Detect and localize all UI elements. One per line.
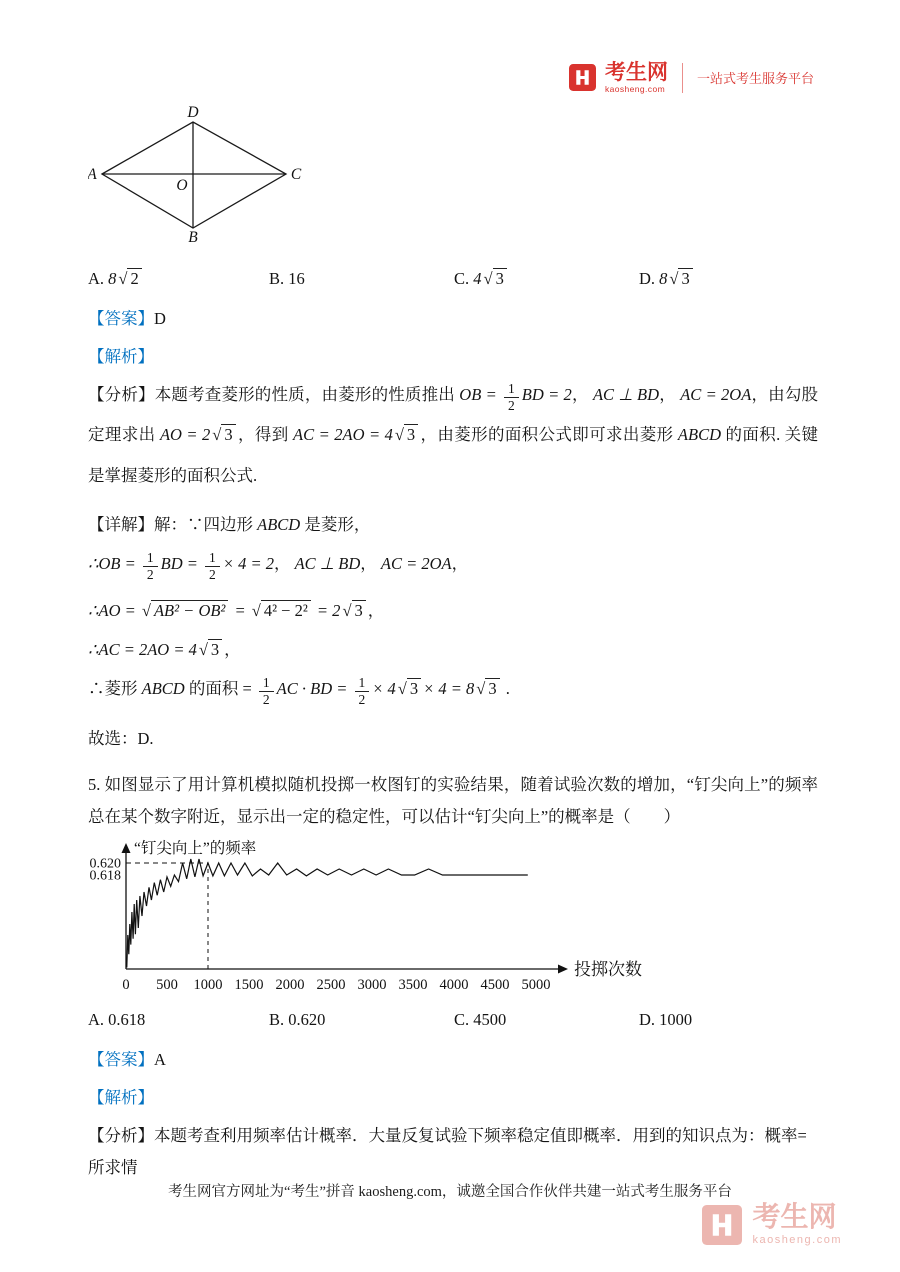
option-c: C. 4 √ 3 [454, 269, 639, 289]
x-tick-label: 3000 [357, 977, 387, 994]
x-tick-label: 1500 [234, 977, 264, 994]
frequency-chart [88, 837, 818, 1004]
rhombus-outline [102, 122, 286, 228]
option-d: D. 1000 [639, 1010, 693, 1030]
site-logo [569, 62, 814, 94]
option-d: D. 8 √ 3 [639, 269, 818, 289]
x-tick-label: 0 [122, 977, 130, 994]
answer-value: D [154, 309, 166, 328]
vertex-label-D: D [187, 106, 199, 121]
center-label-O: O [176, 177, 188, 194]
option-c: C. 4500 [454, 1010, 507, 1030]
x-tick-label: 1000 [193, 977, 223, 994]
kaosheng-logo-icon [569, 64, 596, 91]
solution-line-1: 【详解】解：∵四边形 ABCD 是菱形， [88, 515, 371, 535]
question-5-options [88, 1010, 818, 1030]
answer-tag: 【答案】 [88, 1050, 154, 1070]
solution-line-3: ∴AO = √ AB² − OB² = √ 4² − 2² = 2 √ 3 ， [88, 601, 385, 621]
x-axis-title: 投掷次数 [574, 960, 642, 980]
x-tick-label: 500 [156, 977, 178, 994]
x-tick-label: 2000 [275, 977, 305, 994]
brand-domain: kaosheng.com [604, 84, 666, 94]
solution-line-2: ∴OB = $\frac{1}{2}$ BD = $\frac{1}{2}$ × 4 = 2， AC ⊥ BD， AC = 2OA， [88, 549, 469, 582]
watermark-brand: 考生网 [752, 1202, 837, 1233]
x-tick-label: 4000 [439, 977, 469, 994]
option-a: A. 8 √ 2 [88, 269, 269, 289]
x-tick-label: 2500 [316, 977, 346, 994]
x-tick-label: 5000 [521, 977, 551, 994]
y-tick-label: 0.620 [89, 856, 121, 872]
question-5-stem: 5. 如图显示了用计算机模拟随机投掷一枚图钉的实验结果，随着试验次数的增加，“钉尖向上”的频率总在某个数字附近，显示出一定的稳定性，可以估计“钉尖向上”的概率是（ ） [88, 775, 818, 827]
frequency-curve [127, 859, 528, 968]
x-axis-arrow-icon [558, 965, 568, 974]
brand-tagline: 一站式考生服务平台 [696, 71, 814, 87]
y-axis-arrow-icon [122, 843, 131, 853]
watermark-logo-icon [702, 1205, 742, 1245]
question-4-jiexi-tag: 【解析】 [88, 347, 154, 366]
chart-title: “钉尖向上”的频率 [134, 840, 257, 858]
vertex-label-B: B [188, 229, 198, 244]
question-4-answer [88, 305, 818, 329]
vertex-label-A: A [88, 166, 97, 183]
option-b: B. 16 [269, 269, 305, 288]
answer-tag: 【答案】 [88, 309, 154, 328]
question-4-options [88, 269, 818, 289]
answer-value: A [154, 1050, 166, 1070]
document-content [88, 106, 818, 1183]
page-footer: 考生网官方网址为“考生”拼音 kaosheng.com，诚邀全国合作伙伴共建一站式考生服务平台 [168, 1184, 732, 1200]
x-tick-label: 4500 [480, 977, 510, 994]
question-5-answer [88, 1046, 818, 1070]
brand-name: 考生网 [604, 60, 668, 84]
x-tick-label: 3500 [398, 977, 428, 994]
vertex-label-C: C [290, 166, 302, 183]
frequency-chart-svg [88, 837, 688, 999]
solution-conclusion: 故选：D. [88, 729, 154, 749]
option-a: A. 0.618 [88, 1010, 146, 1030]
option-b: B. 0.620 [269, 1010, 326, 1030]
rhombus-figure [88, 106, 818, 249]
watermark-domain: kaosheng.com [752, 1234, 842, 1246]
logo-divider [682, 63, 683, 93]
y-tick-label: 0.618 [89, 868, 121, 884]
solution-line-5: ∴菱形 ABCD 的面积 = $\frac{1}{2}$ AC · BD = $\frac{1}{2}$ × 4 √ 3 × 4 = 8 √ 3 . [88, 674, 510, 707]
watermark-logo [702, 1204, 842, 1246]
question-5-jiexi-tag: 【解析】 [88, 1088, 154, 1108]
question-4-analysis: 【分析】本题考查菱形的性质，由菱形的性质推出 OB = $\frac{1}{2}$ BD = 2， AC ⊥ BD， AC = 2OA，由勾股定理求出 AO = 2 √ 3 ，得到 AC = 2AO = 4 √ 3 ，由菱形的面积公式即可求出菱形 ABCD 的面积. 关键是掌握菱形的面积公式. [88, 380, 819, 485]
rhombus-figure-svg [88, 106, 303, 244]
question-5-analysis: 【分析】本题考查利用频率估计概率．大量反复试验下频率稳定值即概率．用到的知识点为：概率=所求情 [88, 1126, 807, 1177]
solution-line-4: ∴AC = 2AO = 4 √ 3 ， [88, 640, 241, 660]
